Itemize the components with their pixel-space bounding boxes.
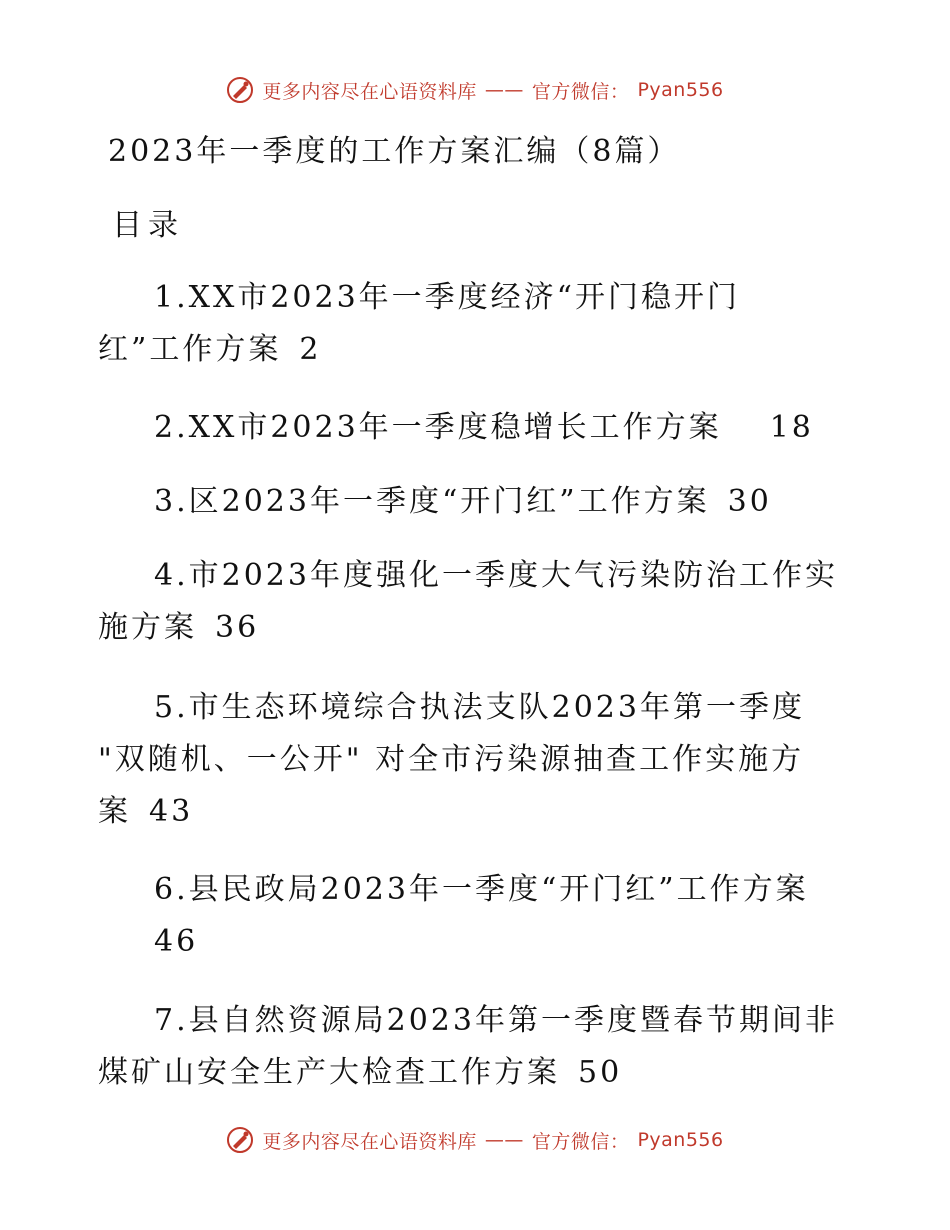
toc-heading: 目录 — [112, 208, 184, 243]
watermark-banner-top — [0, 72, 950, 108]
toc-entry-title: 3.区2023年一季度“开门红”工作方案 — [154, 484, 710, 519]
toc-entry-page: 2 — [299, 332, 322, 367]
watermark-separator: —— — [484, 1129, 524, 1151]
toc-entry-title: 4.市2023年度强化一季度大气污染防治工作实 — [154, 558, 838, 593]
toc-entry-page: 46 — [154, 924, 199, 959]
toc-entry — [98, 272, 858, 376]
watermark-wechat-label: 官方微信： — [531, 80, 630, 103]
toc-entry-title: 5.市生态环境综合执法支队2023年第一季度 — [154, 690, 805, 725]
toc-entry — [98, 864, 858, 968]
pen-logo-icon — [226, 76, 254, 104]
watermark-wechat-label: 官方微信： — [531, 1130, 630, 1153]
toc-entry-title-cont: 煤矿山安全生产大检查工作方案 — [98, 1055, 560, 1090]
toc-entry — [98, 995, 858, 1099]
toc-entry — [98, 550, 858, 654]
watermark-banner-bottom — [0, 1122, 950, 1158]
toc-entry-page: 36 — [215, 610, 260, 645]
watermark-separator: —— — [484, 79, 524, 101]
toc-entry-page: 43 — [149, 794, 194, 829]
pen-logo-icon — [226, 1126, 254, 1154]
toc-entry-title-cont: "双随机、一公开" 对全市污染源抽查工作实施方 — [98, 742, 805, 777]
toc-entry-title-cont: 红”工作方案 — [98, 332, 282, 367]
document-title: 2023年一季度的工作方案汇编（8篇） — [108, 134, 681, 169]
toc-entry — [98, 682, 858, 838]
toc-entry — [98, 476, 858, 528]
toc-entry-title: 7.县自然资源局2023年第一季度暨春节期间非 — [154, 1003, 838, 1038]
watermark-wechat-id: Pyan556 — [637, 79, 724, 101]
toc-entry — [98, 402, 858, 454]
toc-entry-title: 2.XX市2023年一季度稳增长工作方案 — [154, 410, 722, 445]
watermark-text: 更多内容尽在心语资料库 — [262, 1130, 477, 1153]
toc-entry-page: 18 — [769, 410, 814, 445]
watermark-text: 更多内容尽在心语资料库 — [262, 80, 477, 103]
toc-entry-title-cont: 案 — [98, 794, 131, 829]
watermark-wechat-id: Pyan556 — [637, 1129, 724, 1151]
toc-entry-title-cont: 施方案 — [98, 610, 197, 645]
toc-entry-page: 30 — [727, 484, 772, 519]
toc-entry-title: 1.XX市2023年一季度经济“开门稳开门 — [154, 280, 741, 315]
toc-entry-title: 6.县民政局2023年一季度“开门红”工作方案 — [154, 872, 809, 907]
toc-entry-page: 50 — [578, 1055, 623, 1090]
